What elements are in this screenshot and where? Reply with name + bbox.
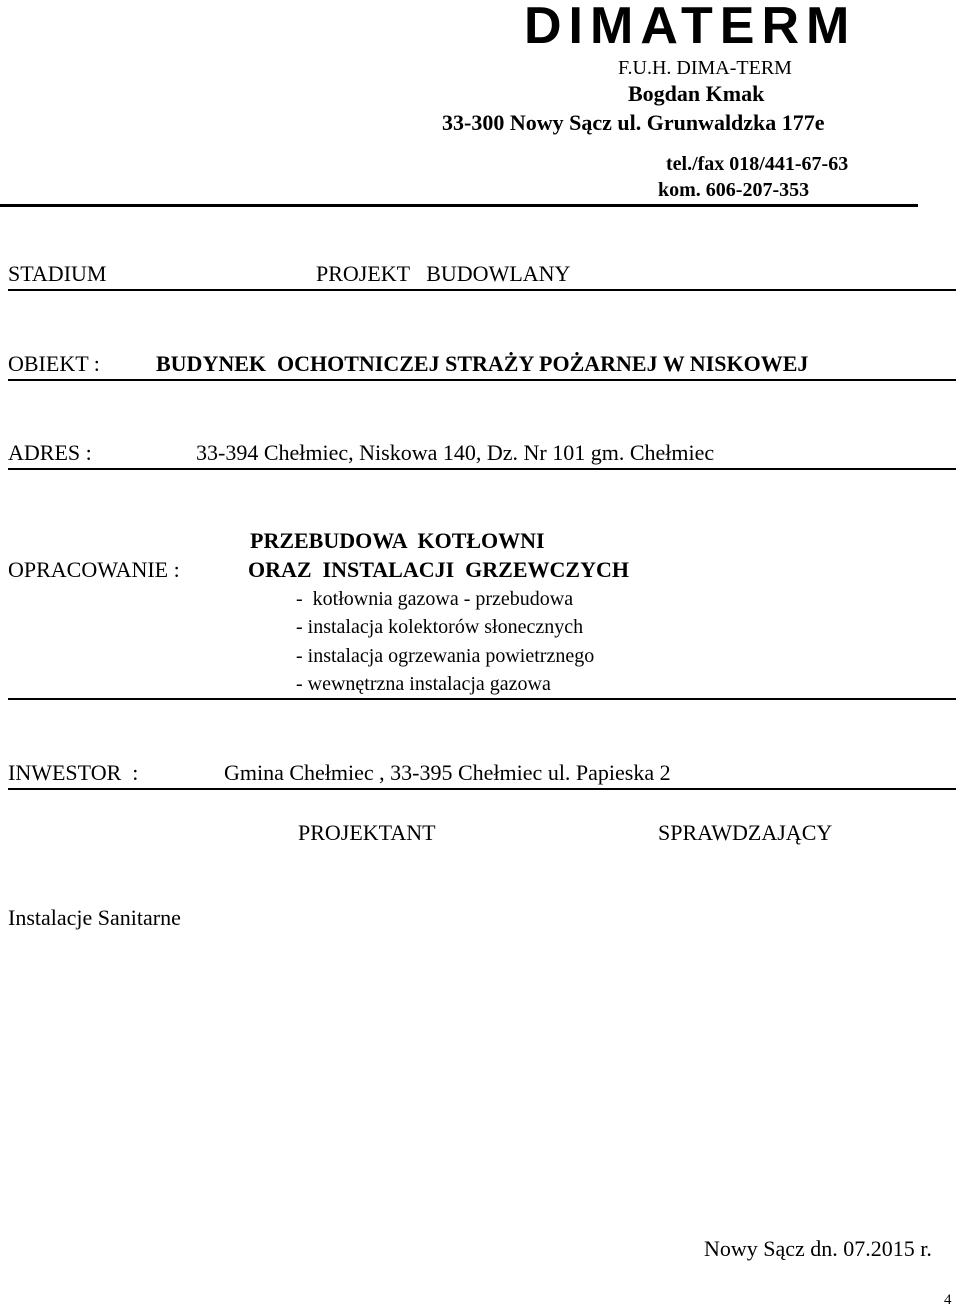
header-divider <box>0 204 918 207</box>
section-title: Instalacje Sanitarne <box>8 905 181 930</box>
obiekt-value: BUDYNEK OCHOTNICZEJ STRAŻY POŻARNEJ W NISKOWEJ <box>156 351 809 376</box>
opracowanie-label: OPRACOWANIE : <box>8 557 180 582</box>
opracowanie-item: - instalacja kolektorów słonecznych <box>296 616 584 638</box>
opracowanie-title-1: PRZEBUDOWA KOTŁOWNI <box>250 528 545 553</box>
company-address: 33-300 Nowy Sącz ul. Grunwaldzka 177e <box>442 110 825 135</box>
inwestor-value: Gmina Chełmiec , 33-395 Chełmiec ul. Papieska 2 <box>224 760 671 785</box>
adres-label: ADRES : <box>8 440 92 465</box>
opracowanie-item: - kotłownia gazowa - przebudowa <box>296 588 574 610</box>
sprawdzajacy-label: SPRAWDZAJĄCY <box>658 820 833 845</box>
opracowanie-item: - wewnętrzna instalacja gazowa <box>296 673 551 695</box>
opracowanie-title-2: ORAZ INSTALACJI GRZEWCZYCH <box>248 557 629 582</box>
projektant-label: PROJEKTANT <box>298 820 436 845</box>
stadium-divider <box>8 289 956 291</box>
obiekt-divider <box>8 379 956 381</box>
opracowanie-divider <box>8 698 956 700</box>
opracowanie-item: - instalacja ogrzewania powietrznego <box>296 645 595 667</box>
company-logo: DIMATERM <box>524 0 857 55</box>
obiekt-label: OBIEKT : <box>8 351 100 376</box>
inwestor-divider <box>8 788 956 790</box>
company-phone: tel./fax 018/441-67-63 <box>666 153 849 175</box>
stadium-value: PROJEKT BUDOWLANY <box>316 261 571 286</box>
owner-name: Bogdan Kmak <box>628 81 765 106</box>
inwestor-label: INWESTOR : <box>8 760 139 785</box>
adres-divider <box>8 468 956 470</box>
adres-value: 33-394 Chełmiec, Niskowa 140, Dz. Nr 101 gm. Chełmiec <box>196 440 715 465</box>
company-mobile: kom. 606-207-353 <box>658 179 810 201</box>
company-name: F.U.H. DIMA-TERM <box>618 57 792 79</box>
stadium-label: STADIUM <box>8 261 107 286</box>
place-date: Nowy Sącz dn. 07.2015 r. <box>704 1236 932 1261</box>
page-number: 4 <box>944 1292 952 1308</box>
